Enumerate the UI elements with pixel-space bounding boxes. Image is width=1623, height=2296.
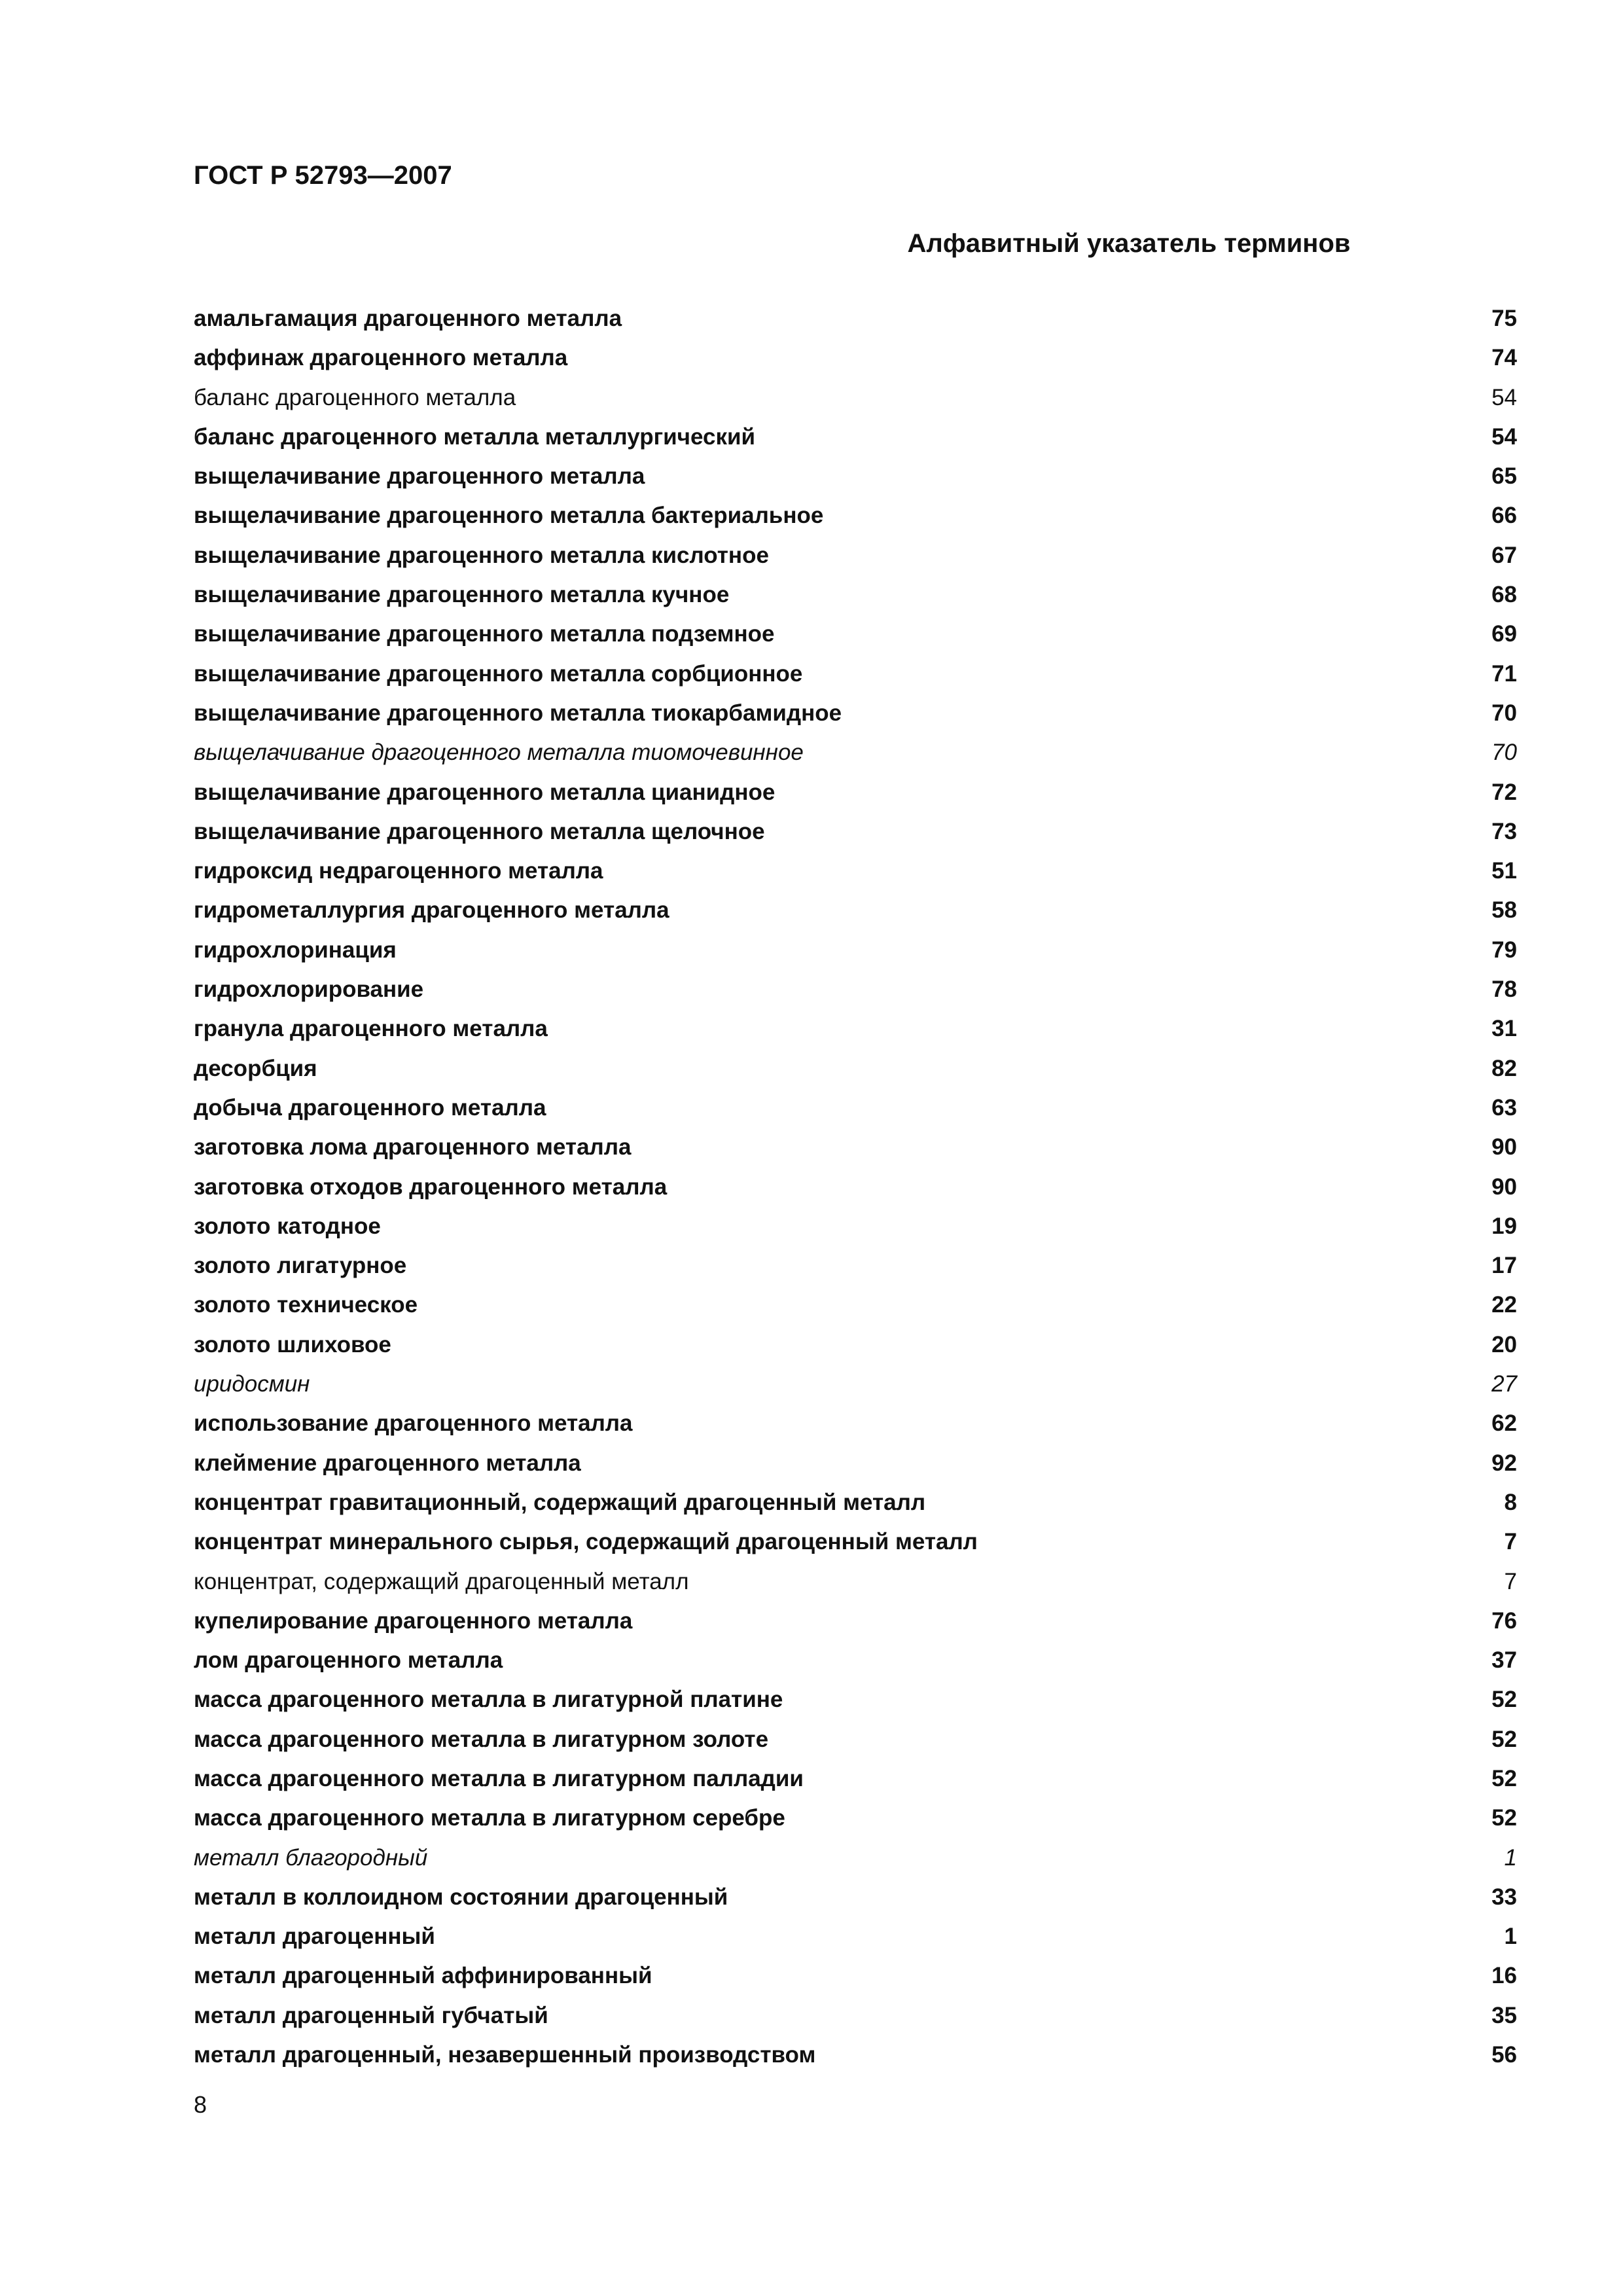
index-entry-term: масса драгоценного металла в лигатурном серебре <box>194 1805 785 1831</box>
index-entry-term: гранула драгоценного металла <box>194 1016 548 1042</box>
index-entry-number: 52 <box>1491 1805 1517 1831</box>
index-entry-number: 16 <box>1491 1963 1517 1989</box>
index-entry-term: масса драгоценного металла в лигатурном золоте <box>194 1726 769 1752</box>
index-entry <box>194 1641 1517 1680</box>
index-entry <box>194 1483 1517 1522</box>
index-entry <box>194 1602 1517 1641</box>
index-entry <box>194 1917 1517 1956</box>
index-entry <box>194 655 1517 694</box>
index-entry-number: 35 <box>1491 2002 1517 2028</box>
index-entry-term: использование драгоценного металла <box>194 1410 633 1437</box>
index-entry-number: 71 <box>1491 660 1517 687</box>
index-entry <box>194 1956 1517 1996</box>
index-entry-number: 7 <box>1504 1529 1517 1555</box>
index-entry-number: 65 <box>1491 463 1517 490</box>
index-entry-term: выщелачивание драгоценного металла подземное <box>194 621 775 647</box>
index-entry-term: металл благородный <box>194 1844 428 1871</box>
index-entry-number: 52 <box>1491 1726 1517 1752</box>
index-entry <box>194 1680 1517 1719</box>
index-entry <box>194 1207 1517 1246</box>
index-entry-term: аффинаж драгоценного металла <box>194 345 568 371</box>
index-entry-term: заготовка лома драгоценного металла <box>194 1134 632 1160</box>
index-entry <box>194 970 1517 1009</box>
index-entry <box>194 1759 1517 1799</box>
index-entry-term: концентрат гравитационный, содержащий драгоценный металл <box>194 1489 926 1515</box>
index-entry <box>194 1720 1517 1759</box>
index-entry <box>194 1522 1517 1562</box>
index-entry <box>194 1562 1517 1602</box>
index-entry <box>194 1285 1517 1325</box>
index-entry-term: выщелачивание драгоценного металла <box>194 463 645 490</box>
index-entry <box>194 457 1517 496</box>
index-entry-term: золото катодное <box>194 1213 381 1239</box>
index-entry-term: масса драгоценного металла в лигатурном палладии <box>194 1765 804 1791</box>
index-entry-number: 76 <box>1491 1607 1517 1634</box>
index-entry <box>194 1404 1517 1443</box>
index-entry-number: 1 <box>1504 1924 1517 1950</box>
index-entry <box>194 1365 1517 1404</box>
index-entry-number: 67 <box>1491 542 1517 568</box>
index-entry-number: 37 <box>1491 1647 1517 1674</box>
index-entry-number: 69 <box>1491 621 1517 647</box>
index-entry <box>194 1128 1517 1167</box>
term-index-list <box>194 299 1517 2075</box>
index-entry-number: 92 <box>1491 1450 1517 1476</box>
index-entry-term: выщелачивание драгоценного металла кислотное <box>194 542 769 568</box>
index-entry-number: 27 <box>1491 1371 1517 1397</box>
index-entry <box>194 1325 1517 1365</box>
index-entry-term: гидрохлорирование <box>194 977 424 1003</box>
index-entry-term: выщелачивание драгоценного металла кучное <box>194 582 730 608</box>
index-entry <box>194 931 1517 970</box>
index-entry <box>194 299 1517 338</box>
index-entry <box>194 338 1517 378</box>
index-entry-number: 78 <box>1491 977 1517 1003</box>
index-entry <box>194 812 1517 852</box>
index-entry-number: 63 <box>1491 1094 1517 1121</box>
index-entry-term: гидрометаллургия драгоценного металла <box>194 897 669 924</box>
index-entry-number: 58 <box>1491 897 1517 924</box>
index-entry-number: 8 <box>1504 1489 1517 1515</box>
index-entry <box>194 536 1517 575</box>
index-entry <box>194 1996 1517 2036</box>
index-entry <box>194 496 1517 535</box>
index-entry-number: 54 <box>1491 423 1517 450</box>
index-entry-term: выщелачивание драгоценного металла бактериальное <box>194 503 824 529</box>
index-entry-number: 17 <box>1491 1253 1517 1279</box>
index-entry <box>194 891 1517 930</box>
index-entry <box>194 773 1517 812</box>
index-entry <box>194 852 1517 891</box>
index-entry-number: 19 <box>1491 1213 1517 1239</box>
index-entry-term: металл драгоценный, незавершенный производством <box>194 2042 816 2068</box>
index-entry <box>194 1799 1517 1838</box>
index-entry-term: золото лигатурное <box>194 1253 407 1279</box>
index-entry-number: 90 <box>1491 1134 1517 1160</box>
index-entry-term: выщелачивание драгоценного металла щелочное <box>194 818 765 844</box>
index-entry-term: гидрохлоринация <box>194 937 397 963</box>
index-entry-term: выщелачивание драгоценного металла сорбционное <box>194 660 803 687</box>
index-entry-number: 52 <box>1491 1687 1517 1713</box>
index-entry-term: амальгамация драгоценного металла <box>194 306 622 331</box>
index-entry-number: 56 <box>1491 2042 1517 2068</box>
index-entry-number: 20 <box>1491 1331 1517 1357</box>
index-entry-term: выщелачивание драгоценного металла цианидное <box>194 779 776 805</box>
index-entry-number: 62 <box>1491 1410 1517 1437</box>
index-entry <box>194 1088 1517 1128</box>
index-entry-number: 70 <box>1491 740 1517 766</box>
index-entry <box>194 1839 1517 1878</box>
index-entry-term: золото техническое <box>194 1292 418 1318</box>
index-entry-number: 22 <box>1491 1292 1517 1318</box>
index-entry <box>194 694 1517 733</box>
index-entry-term: клеймение драгоценного металла <box>194 1450 581 1476</box>
index-entry-number: 75 <box>1491 306 1517 331</box>
index-entry-term: металл драгоценный <box>194 1924 435 1950</box>
index-entry-term: купелирование драгоценного металла <box>194 1607 633 1634</box>
index-entry-term: металл драгоценный аффинированный <box>194 1963 652 1989</box>
index-entry-number: 51 <box>1491 858 1517 884</box>
index-entry-number: 70 <box>1491 700 1517 726</box>
index-entry-term: металл драгоценный губчатый <box>194 2002 548 2028</box>
index-entry-number: 7 <box>1504 1568 1517 1594</box>
index-entry <box>194 1009 1517 1049</box>
index-entry-number: 68 <box>1491 582 1517 608</box>
index-entry-term: лом драгоценного металла <box>194 1647 503 1674</box>
index-entry-number: 52 <box>1491 1765 1517 1791</box>
index-entry-term: заготовка отходов драгоценного металла <box>194 1174 668 1200</box>
index-entry-term: концентрат минерального сырья, содержащий драгоценный металл <box>194 1529 978 1555</box>
index-entry-term: выщелачивание драгоценного металла тиомочевинное <box>194 740 804 766</box>
index-entry <box>194 615 1517 654</box>
index-entry <box>194 418 1517 457</box>
index-entry-number: 90 <box>1491 1174 1517 1200</box>
index-entry-term: концентрат, содержащий драгоценный металл <box>194 1568 689 1594</box>
index-entry-number: 74 <box>1491 345 1517 371</box>
index-entry-term: металл в коллоидном состоянии драгоценный <box>194 1884 728 1910</box>
index-entry-number: 31 <box>1491 1016 1517 1042</box>
index-entry-term: баланс драгоценного металла металлургический <box>194 423 756 450</box>
index-entry <box>194 1444 1517 1483</box>
index-entry-term: гидроксид недрагоценного металла <box>194 858 603 884</box>
index-entry-term: масса драгоценного металла в лигатурной платине <box>194 1687 783 1713</box>
index-entry <box>194 378 1517 418</box>
index-entry-term: баланс драгоценного металла <box>194 384 516 410</box>
document-code-header: ГОСТ Р 52793—2007 <box>194 161 452 190</box>
page-number: 8 <box>194 2091 207 2118</box>
index-entry-number: 73 <box>1491 818 1517 844</box>
index-entry-term: добыча драгоценного металла <box>194 1094 546 1121</box>
index-entry <box>194 733 1517 772</box>
index-entry-term: десорбция <box>194 1055 317 1081</box>
index-entry-number: 66 <box>1491 503 1517 529</box>
index-title: Алфавитный указатель терминов <box>907 229 1351 258</box>
index-entry-number: 33 <box>1491 1884 1517 1910</box>
index-entry <box>194 575 1517 615</box>
index-entry <box>194 1049 1517 1088</box>
index-entry <box>194 1246 1517 1285</box>
index-entry-number: 79 <box>1491 937 1517 963</box>
index-entry-number: 1 <box>1504 1844 1517 1871</box>
index-entry <box>194 2036 1517 2075</box>
index-entry-number: 82 <box>1491 1055 1517 1081</box>
index-entry <box>194 1168 1517 1207</box>
index-entry-number: 72 <box>1491 779 1517 805</box>
index-entry <box>194 1878 1517 1917</box>
index-entry-number: 54 <box>1491 384 1517 410</box>
index-entry-term: золото шлиховое <box>194 1331 391 1357</box>
index-entry-term: иридосмин <box>194 1371 310 1397</box>
index-entry-term: выщелачивание драгоценного металла тиокарбамидное <box>194 700 842 726</box>
